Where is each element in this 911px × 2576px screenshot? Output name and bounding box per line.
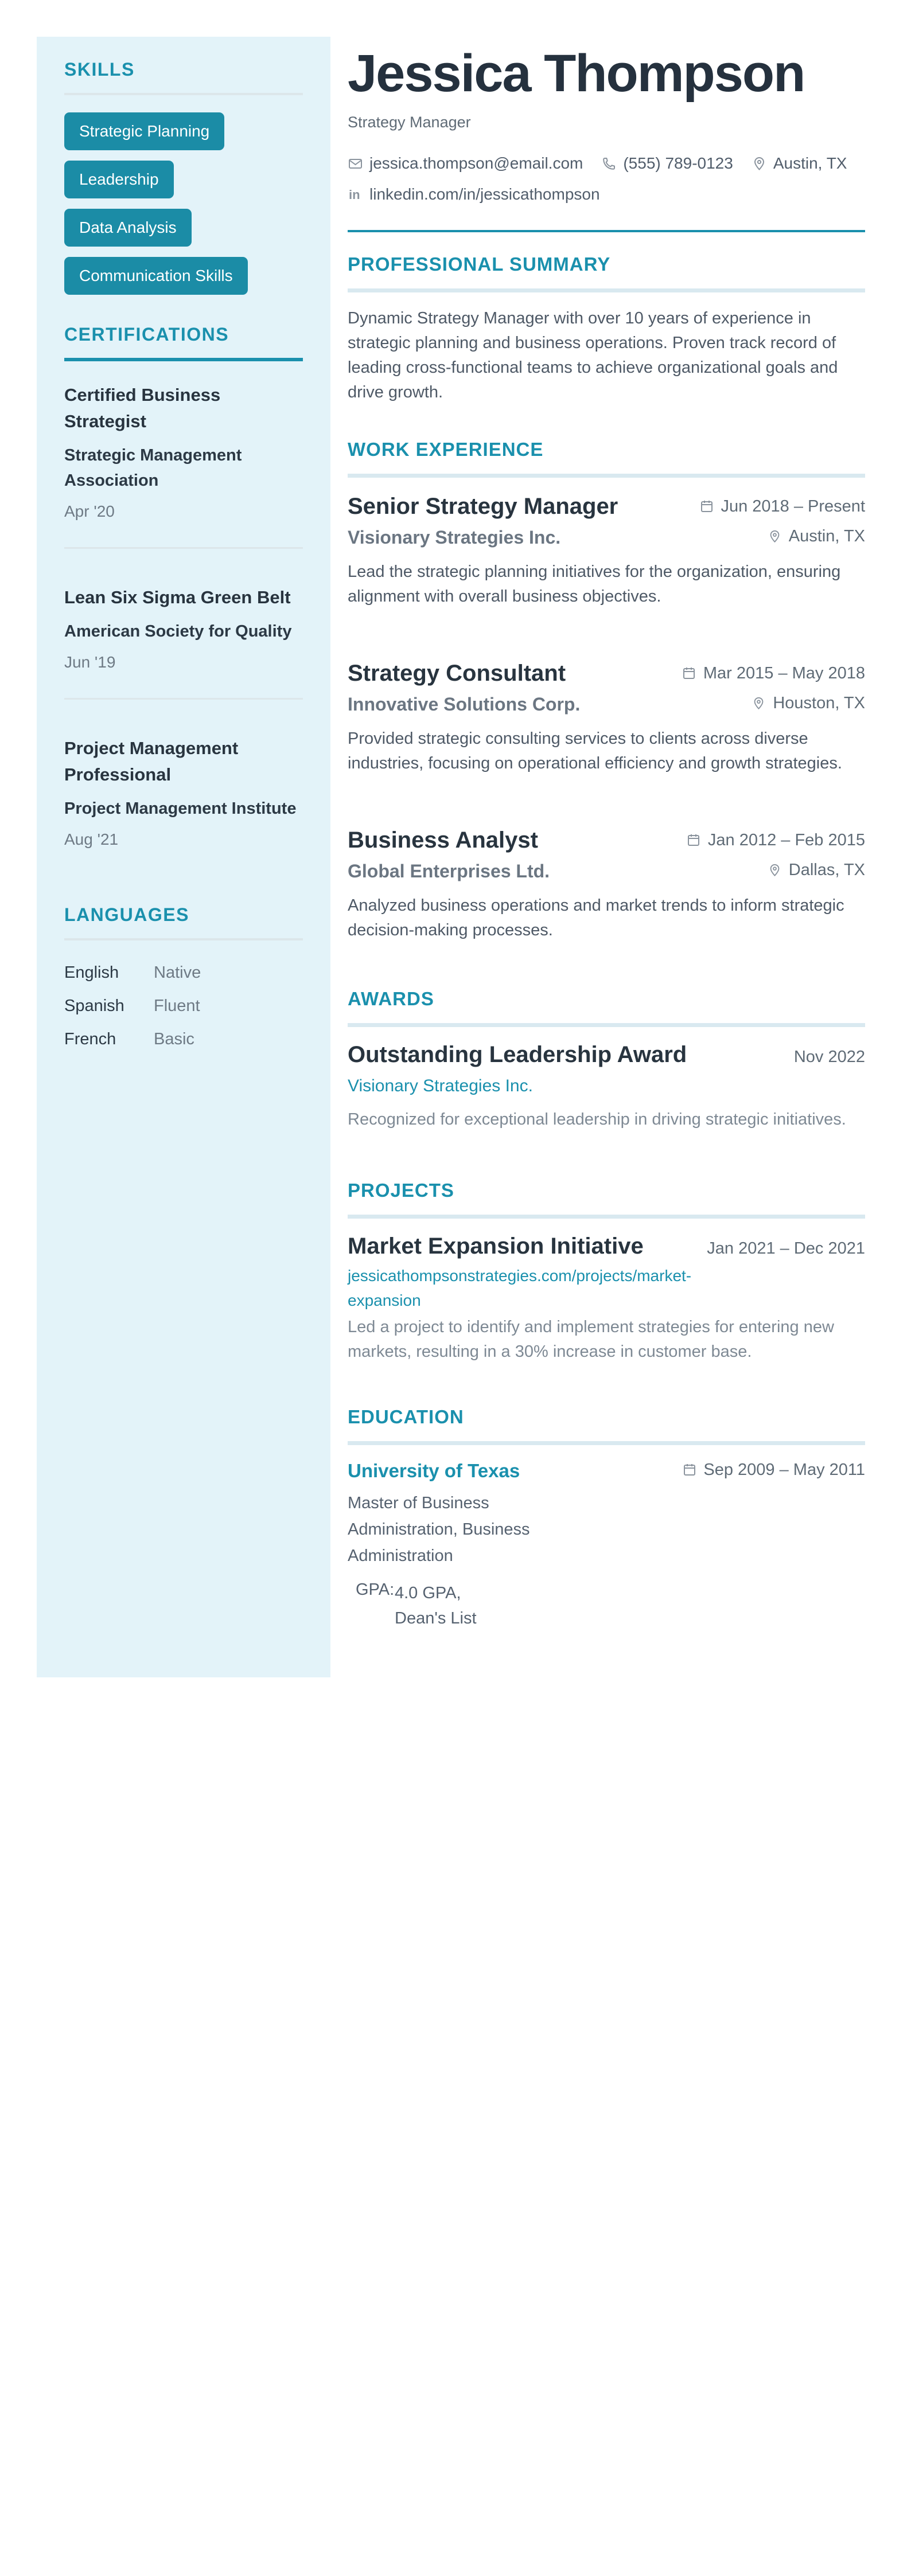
map-pin-icon	[767, 529, 782, 544]
summary-heading: PROFESSIONAL SUMMARY	[348, 253, 611, 275]
skill-chip: Communication Skills	[64, 257, 248, 295]
work-experience-heading-divider	[348, 474, 865, 478]
education-dates	[682, 1461, 865, 1480]
contact-row	[348, 154, 865, 173]
award-issuer-link[interactable]: Visionary Strategies Inc.	[348, 1076, 533, 1095]
language-level: Basic	[154, 1030, 194, 1048]
certification-issuer: American Society for Quality	[64, 622, 292, 641]
sidebar-section-skills	[64, 58, 303, 295]
project-link[interactable]: jessicathompsonstrategies.com/projects/market-expansion	[348, 1267, 692, 1309]
language-name: English	[64, 963, 119, 982]
job-location	[767, 527, 865, 546]
project-dates: Jan 2021 – Dec 2021	[707, 1239, 865, 1258]
job-title-row	[348, 826, 865, 854]
main-column	[348, 37, 865, 1631]
work-experience-heading: WORK EXPERIENCE	[348, 439, 544, 460]
svg-text:in: in	[349, 187, 360, 202]
language-row	[64, 997, 303, 1016]
job-title: Strategy Consultant	[348, 661, 566, 686]
gpa-honors: Dean's List	[395, 1609, 477, 1627]
job-entry	[348, 493, 865, 609]
award-entry	[348, 1041, 865, 1132]
job-description: Provided strategic consulting services to clients across diverse industries, focusing on operational efficiency and growth strategies.	[348, 729, 842, 772]
job-title: Business Analyst	[348, 828, 538, 853]
calendar-icon	[686, 833, 702, 848]
job-dates-text: Mar 2015 – May 2018	[703, 663, 865, 682]
award-description: Recognized for exceptional leadership in driving strategic initiatives.	[348, 1110, 846, 1129]
gpa-value: 4.0 GPA,	[395, 1584, 461, 1602]
awards-heading-divider	[348, 1023, 865, 1027]
language-level: Native	[154, 963, 201, 982]
project-description: Led a project to identify and implement strategies for entering new markets, resulting in a 30% increase in customer base.	[348, 1318, 834, 1361]
award-title-row	[348, 1041, 865, 1068]
education-school-link[interactable]: University of Texas	[348, 1460, 520, 1481]
award-date: Nov 2022	[793, 1048, 865, 1066]
job-title-row	[348, 659, 865, 687]
certifications-heading: CERTIFICATIONS	[64, 324, 229, 345]
job-dates-text: Jan 2012 – Feb 2015	[707, 830, 865, 849]
summary-heading-divider	[348, 288, 865, 292]
job-location-text: Austin, TX	[788, 527, 865, 545]
certification-item	[64, 735, 303, 849]
language-row	[64, 963, 303, 982]
calendar-icon	[682, 1462, 697, 1478]
job-dates	[699, 497, 865, 516]
award-title: Outstanding Leadership Award	[348, 1042, 687, 1067]
job-dates	[682, 664, 865, 683]
contact-row-linkedin	[348, 185, 865, 204]
skills-divider	[64, 93, 303, 95]
education-heading: EDUCATION	[348, 1406, 464, 1427]
contact-linkedin-text: linkedin.com/in/jessicathompson	[369, 185, 600, 203]
language-list	[64, 963, 303, 1049]
language-row	[64, 1030, 303, 1049]
certification-title: Lean Six Sigma Green Belt	[64, 587, 291, 607]
skill-chip: Data Analysis	[64, 209, 192, 247]
job-dates-text: Jun 2018 – Present	[721, 497, 865, 516]
job-company-row	[348, 527, 865, 548]
language-level: Fluent	[154, 997, 200, 1015]
person-title: Strategy Manager	[348, 114, 471, 131]
envelope-icon	[348, 156, 363, 171]
certification-issuer: Project Management Institute	[64, 799, 297, 818]
map-pin-icon	[752, 156, 767, 171]
job-description: Lead the strategic planning initiatives for the organization, ensuring alignment with overall business objectives.	[348, 563, 841, 606]
job-entry	[348, 826, 865, 943]
job-location	[751, 694, 865, 713]
contact-email-text: jessica.thompson@email.com	[369, 154, 583, 172]
calendar-icon	[682, 666, 697, 681]
section-projects	[348, 1179, 865, 1364]
contact-location	[752, 154, 847, 173]
certification-title: Project Management Professional	[64, 738, 239, 784]
job-title: Senior Strategy Manager	[348, 494, 618, 519]
certification-issuer: Strategic Management Association	[64, 446, 242, 490]
contact-email[interactable]	[348, 154, 583, 173]
job-location	[767, 861, 865, 880]
section-professional-summary	[348, 253, 865, 405]
project-entry	[348, 1232, 865, 1364]
job-company: Innovative Solutions Corp.	[348, 694, 581, 715]
map-pin-icon	[767, 862, 782, 878]
contact-phone[interactable]	[601, 154, 733, 173]
job-company-row	[348, 861, 865, 882]
certifications-divider	[64, 358, 303, 361]
sidebar-section-languages	[64, 904, 303, 1049]
section-work-experience	[348, 438, 865, 943]
certification-date: Jun '19	[64, 653, 116, 671]
certification-item	[64, 382, 303, 521]
certification-item-divider	[64, 547, 303, 549]
gpa-label: GPA:	[356, 1580, 395, 1599]
job-title-row	[348, 493, 865, 520]
education-heading-divider	[348, 1441, 865, 1445]
certification-item-divider	[64, 698, 303, 700]
contact-location-text: Austin, TX	[773, 154, 847, 172]
gpa-values	[395, 1580, 477, 1631]
language-name: Spanish	[64, 997, 124, 1015]
languages-heading: LANGUAGES	[64, 904, 189, 925]
summary-text: Dynamic Strategy Manager with over 10 years of experience in strategic planning and business operations. Proven track record of leading cross-functional teams to achieve organizational goals and drive growth.	[348, 309, 838, 401]
section-education	[348, 1406, 865, 1631]
certification-date: Apr '20	[64, 502, 115, 520]
projects-heading-divider	[348, 1215, 865, 1219]
skill-chip: Leadership	[64, 161, 174, 198]
awards-heading: AWARDS	[348, 988, 434, 1009]
header-divider	[348, 230, 865, 232]
certification-title: Certified Business Strategist	[64, 385, 221, 431]
project-title-row	[348, 1232, 865, 1260]
job-location-text: Houston, TX	[773, 694, 865, 712]
map-pin-icon	[751, 696, 766, 711]
contact-linkedin[interactable]	[348, 185, 600, 204]
projects-heading: PROJECTS	[348, 1180, 454, 1201]
sidebar	[37, 37, 330, 1677]
linkedin-icon	[348, 187, 363, 202]
phone-icon	[601, 156, 617, 171]
person-name: Jessica Thompson	[348, 44, 805, 103]
job-company-row	[348, 694, 865, 715]
project-title: Market Expansion Initiative	[348, 1234, 644, 1259]
skills-chip-list	[64, 112, 303, 295]
job-location-text: Dallas, TX	[788, 861, 865, 879]
education-title-row	[348, 1460, 865, 1482]
skill-chip: Strategic Planning	[64, 112, 224, 150]
section-awards	[348, 988, 865, 1132]
education-entry	[348, 1460, 865, 1631]
job-company: Global Enterprises Ltd.	[348, 861, 550, 881]
job-company: Visionary Strategies Inc.	[348, 527, 561, 548]
education-gpa-row	[348, 1580, 865, 1631]
job-description: Analyzed business operations and market trends to inform strategic decision-making processes.	[348, 896, 844, 939]
skills-heading: SKILLS	[64, 59, 135, 80]
job-entry	[348, 659, 865, 776]
languages-divider	[64, 938, 303, 940]
sidebar-section-certifications	[64, 323, 303, 849]
education-dates-text: Sep 2009 – May 2011	[703, 1460, 865, 1479]
contact-phone-text: (555) 789-0123	[623, 154, 733, 172]
education-degree: Master of Business Administration, Business Administration	[348, 1494, 530, 1565]
language-name: French	[64, 1030, 116, 1048]
certification-date: Aug '21	[64, 830, 119, 848]
certification-item	[64, 584, 303, 672]
calendar-icon	[699, 499, 714, 514]
job-dates	[686, 831, 865, 850]
